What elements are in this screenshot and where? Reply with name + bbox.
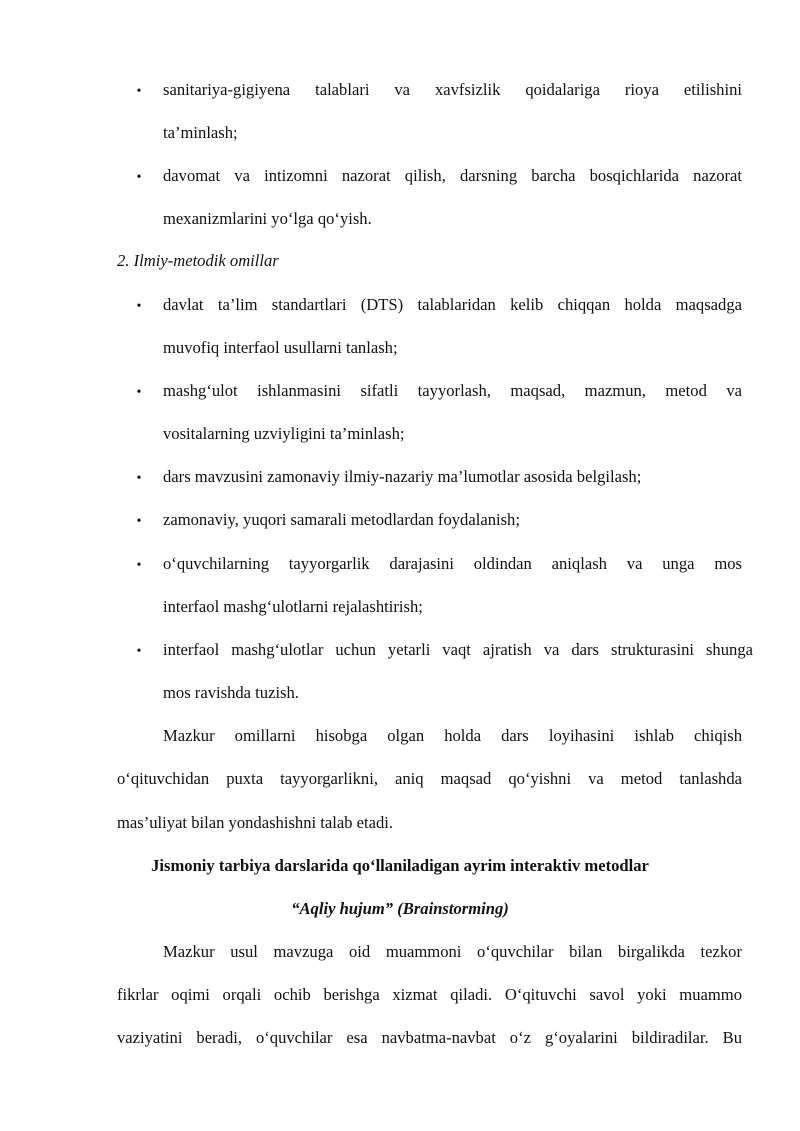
list-item-text: o‘quvchilarning tayyorgarlik darajasini oldindan aniqlash va unga mos	[163, 554, 742, 573]
list-item-text: ta’minlash;	[163, 123, 238, 142]
list-item-text: muvofiq interfaol usullarni tanlash;	[163, 338, 398, 357]
list-item-text: mexanizmlarini yo‘lga qo‘yish.	[163, 209, 372, 228]
list-item-text: interfaol mashg‘ulotlarni rejalashtirish;	[163, 597, 423, 616]
bullet-icon	[133, 510, 145, 532]
bullet-icon	[133, 295, 145, 317]
list-item-text: davlat ta’lim standartlari (DTS) talablaridan kelib chiqqan holda maqsadga	[163, 295, 742, 314]
bullet-icon	[133, 554, 145, 576]
paragraph-line: o‘qituvchidan puxta tayyorgarlikni, aniq maqsad qo‘yishni va metod tanlashda	[117, 769, 742, 788]
bullet-icon	[133, 80, 145, 102]
list-item-text: interfaol mashg‘ulotlar uchun yetarli vaqt ajratish va dars strukturasini shunga	[163, 640, 753, 659]
bullet-icon	[133, 640, 145, 662]
section-heading: 2. Ilmiy-metodik omillar	[117, 251, 279, 270]
bullet-icon	[133, 467, 145, 489]
list-item-text: mashg‘ulot ishlanmasini sifatli tayyorlash, maqsad, mazmun, metod va	[163, 381, 742, 400]
section-title: Jismoniy tarbiya darslarida qo‘llaniladigan ayrim interaktiv metodlar	[151, 856, 649, 875]
paragraph-line: vaziyatini beradi, o‘quvchilar esa navbatma-navbat o‘z g‘oyalarini bildiradilar. Bu	[117, 1028, 742, 1047]
list-item-text: dars mavzusini zamonaviy ilmiy-nazariy ma’lumotlar asosida belgilash;	[163, 467, 642, 486]
list-item-text: sanitariya-gigiyena talablari va xavfsizlik qoidalariga rioya etilishini	[163, 80, 742, 99]
paragraph-line: Mazkur usul mavzuga oid muammoni o‘quvchilar bilan birgalikda tezkor	[163, 942, 742, 961]
list-item-text: vositalarning uzviyligini ta’minlash;	[163, 424, 405, 443]
paragraph-line: Mazkur omillarni hisobga olgan holda dars loyihasini ishlab chiqish	[163, 726, 742, 745]
list-item-text: mos ravishda tuzish.	[163, 683, 299, 702]
paragraph-line: mas’uliyat bilan yondashishni talab etadi.	[117, 813, 394, 832]
list-item-text: davomat va intizomni nazorat qilish, darsning barcha bosqichlarida nazorat	[163, 166, 742, 185]
bullet-icon	[133, 381, 145, 403]
paragraph-line: fikrlar oqimi orqali ochib berishga xizmat qiladi. O‘qituvchi savol yoki muammo	[117, 985, 742, 1004]
method-title: “Aqliy hujum” (Brainstorming)	[291, 899, 509, 918]
list-item-text: zamonaviy, yuqori samarali metodlardan foydalanish;	[163, 510, 520, 529]
bullet-icon	[133, 166, 145, 188]
